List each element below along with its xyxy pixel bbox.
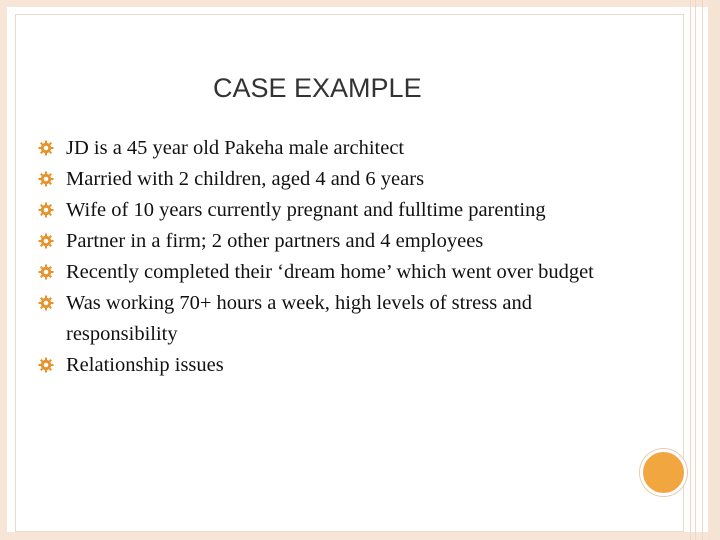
gear-icon [38,202,54,218]
bullet-text: Was working 70+ hours a week, high levels of stress and responsibility [66,292,532,345]
decorative-line [690,0,691,540]
gear-icon [38,357,54,373]
bullet-text: Recently completed their ‘dream home’ which went over budget [66,261,594,283]
bullet-item [38,164,628,195]
bullet-item [38,350,628,381]
bullet-item [38,226,628,257]
bullet-item [38,257,628,288]
gear-icon [38,140,54,156]
bullet-text: JD is a 45 year old Pakeha male architect [66,137,405,159]
gear-icon [38,295,54,311]
slide-title: CASE EXAMPLE [213,73,422,103]
bullet-item [38,195,628,226]
frame-left [0,0,7,540]
bullet-text: Relationship issues [66,354,224,376]
bullet-item [38,288,628,350]
frame-right [708,0,720,540]
bullet-text: Married with 2 children, aged 4 and 6 years [66,168,425,190]
gear-icon [38,264,54,280]
decorative-line [695,0,696,540]
decorative-line [702,0,703,540]
bullet-text: Partner in a firm; 2 other partners and 4 employees [66,230,484,252]
gear-icon [38,171,54,187]
orange-circle-icon [640,449,687,496]
bullet-text: Wife of 10 years currently pregnant and fulltime parenting [66,199,546,221]
frame-bottom [0,532,720,540]
frame-top [0,0,720,7]
bullet-item [38,133,628,164]
bullet-list [38,133,628,381]
gear-icon [38,233,54,249]
